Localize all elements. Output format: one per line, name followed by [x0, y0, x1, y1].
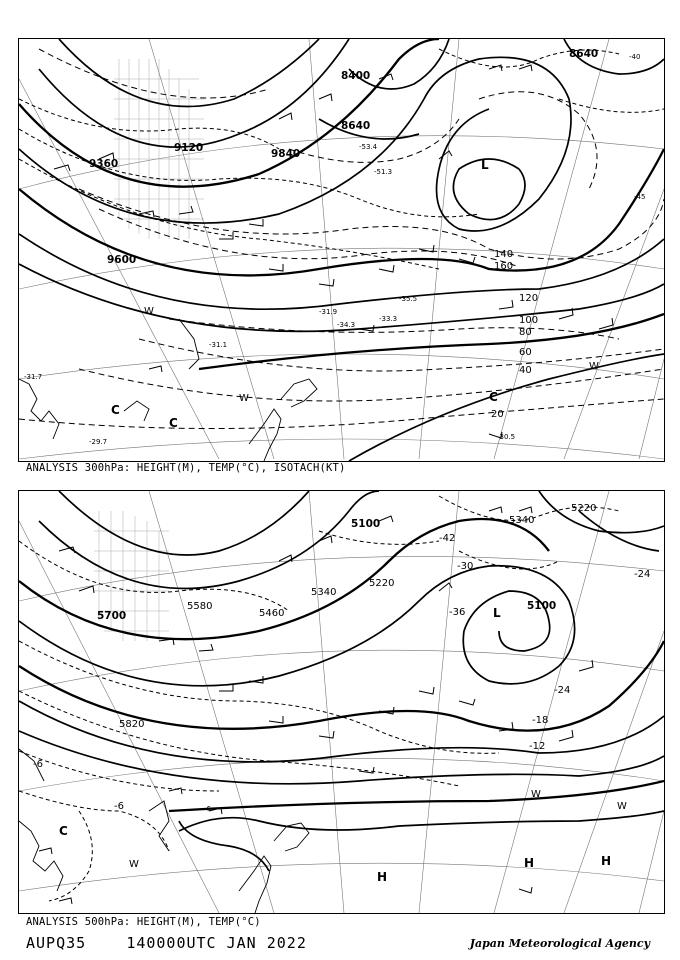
height-label: 9360 [89, 158, 119, 170]
temp-label: -53.4 [359, 143, 378, 151]
temp-label: -31.9 [319, 308, 338, 316]
height-labels [89, 48, 598, 266]
isotach-label: 60 [519, 347, 532, 358]
isotach-label: 100 [519, 315, 539, 326]
height-contours [19, 491, 664, 871]
high-center-marker: H [377, 870, 388, 884]
height-label: 5340 [509, 515, 535, 526]
map-500hpa-canvas [19, 491, 664, 913]
height-label: 5220 [369, 578, 395, 589]
height-label: 5340 [311, 587, 337, 598]
temp-label: -36 [449, 607, 466, 618]
height-label: 5100 [527, 600, 557, 612]
high-center-marker: H [601, 854, 612, 868]
high-center-marker: H [524, 856, 535, 870]
height-label: 5220 [571, 503, 597, 514]
height-label: 9120 [174, 142, 204, 154]
temp-label: -12 [529, 741, 546, 752]
issuer-credit: Japan Meteorological Agency [469, 937, 650, 950]
warm-center-marker: W [144, 306, 154, 317]
isotach-label: 80 [519, 327, 532, 338]
warm-center-marker: W [589, 361, 599, 372]
warm-center-marker: W [239, 393, 249, 404]
temp-label: -30 [457, 561, 474, 572]
temp-label: -30.5 [497, 433, 516, 441]
isotach-label: 40 [519, 365, 532, 376]
temp-label: -40 [629, 53, 641, 61]
temp-label: -45 [634, 193, 646, 201]
analysis-300hpa-map [18, 38, 665, 462]
isotach-label: 120 [519, 293, 539, 304]
temp-label: -42 [439, 533, 456, 544]
height-labels [97, 503, 596, 730]
chart-header [26, 934, 307, 952]
temp-label: -6 [33, 759, 43, 770]
height-label: 9600 [107, 254, 137, 266]
height-label: 8640 [341, 120, 371, 132]
height-label: 9840 [271, 148, 301, 160]
cold-center-marker: C [111, 403, 120, 417]
temp-label: -31.7 [24, 373, 43, 381]
temp-label: -18 [532, 715, 549, 726]
caption-300hpa: ANALYSIS 300hPa: HEIGHT(M), TEMP(°C), ISOTACH(KT) [26, 462, 346, 474]
warm-center-marker: W [129, 859, 139, 870]
height-label: 8640 [569, 48, 599, 60]
isotherms [19, 496, 619, 901]
isotach-label: 20 [491, 409, 504, 420]
chart-code: AUPQ35 [26, 934, 87, 952]
valid-time: 140000UTC JAN 2022 [126, 934, 307, 952]
temp-label: -24 [634, 569, 651, 580]
height-label: 8400 [341, 70, 371, 82]
lat-lon-grid [19, 491, 664, 913]
temp-label: -6 [114, 801, 124, 812]
temp-label: -33.3 [379, 315, 398, 323]
temp-label: -35.5 [399, 295, 418, 303]
isotach-label: 160 [494, 261, 514, 272]
caption-500hpa: ANALYSIS 500hPa: HEIGHT(M), TEMP(°C) [26, 916, 261, 928]
cold-center-marker: C [169, 416, 178, 430]
low-center-marker: L [493, 606, 501, 620]
temp-label: -31.1 [209, 341, 228, 349]
height-label: 5460 [259, 608, 285, 619]
low-center-marker: L [481, 158, 489, 172]
warm-center-marker: W [617, 801, 627, 812]
temp-label: -29.7 [89, 438, 108, 446]
cold-center-marker: C [59, 824, 68, 838]
temp-label: -6 [204, 805, 211, 813]
cold-center-marker: C [489, 390, 498, 404]
height-label: 5700 [97, 610, 127, 622]
height-label: 5820 [119, 719, 145, 730]
temp-label: -51.3 [374, 168, 393, 176]
coastlines [19, 319, 317, 461]
height-label: 5580 [187, 601, 213, 612]
temp-label: -24 [554, 685, 571, 696]
isotherm-labels [33, 533, 650, 813]
analysis-500hpa-map [18, 490, 665, 914]
warm-center-marker: W [531, 789, 541, 800]
map-300hpa-canvas [19, 39, 664, 461]
temp-label: -34.3 [337, 321, 356, 329]
isotachs [19, 49, 664, 429]
height-label: 5100 [351, 518, 381, 530]
isotach-label: 140 [494, 249, 514, 260]
